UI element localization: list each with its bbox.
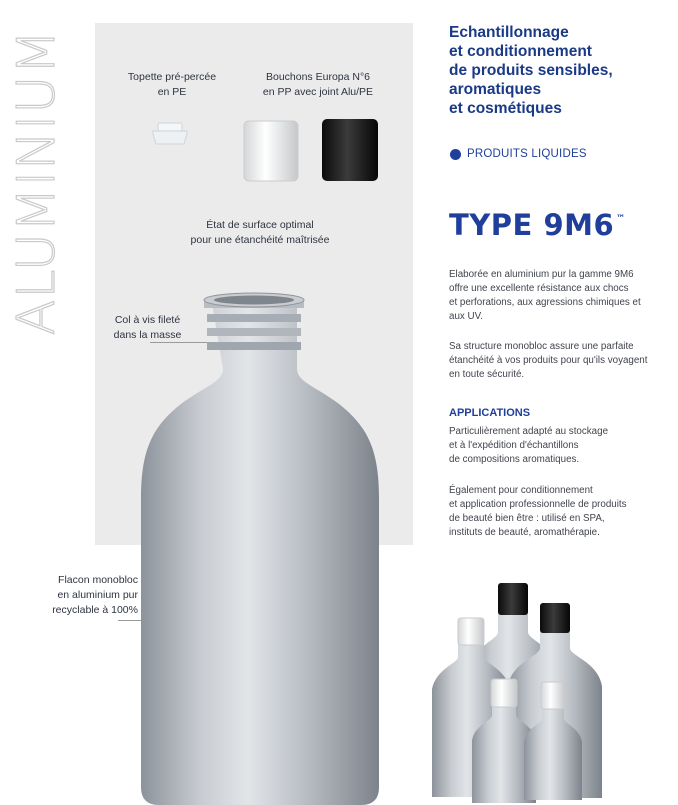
heading-line: de produits sensibles, bbox=[449, 62, 613, 79]
category-label bbox=[450, 146, 587, 162]
text-line: de compositions aromatiques. bbox=[449, 454, 580, 465]
text-line: Particulièrement adapté au stockage bbox=[449, 426, 609, 437]
main-aluminium-bottle-image bbox=[141, 293, 379, 805]
text-line: en toute sécurité. bbox=[449, 369, 525, 380]
caption-line: Col à vis fileté bbox=[114, 314, 181, 326]
heading-line: Echantillonnage bbox=[449, 24, 569, 41]
applications-heading: APPLICATIONS bbox=[449, 407, 531, 419]
caption-line: Topette pré-percée bbox=[127, 71, 217, 83]
caption-line: en PP avec joint Alu/PE bbox=[262, 86, 374, 98]
heading-line: et conditionnement bbox=[449, 43, 592, 60]
text-line: instituts de beauté, aromathérapie. bbox=[449, 527, 600, 538]
text-line: et perforations, aux agressions chimiques et bbox=[449, 297, 641, 308]
trademark-sign: ™ bbox=[616, 214, 626, 224]
bullet-dot-icon bbox=[450, 149, 461, 160]
text-line: offre une excellente résistance aux chocs bbox=[449, 283, 629, 294]
heading-line: et cosmétiques bbox=[449, 100, 562, 117]
text-line: Elaborée en aluminium pur la gamme 9M6 bbox=[449, 269, 634, 280]
main-heading bbox=[449, 23, 674, 118]
text-line: de beauté bien être : utilisé en SPA, bbox=[449, 513, 605, 524]
text-line: et application professionnelle de produits bbox=[449, 499, 627, 510]
bottle-family-image bbox=[432, 583, 602, 803]
product-type-title bbox=[449, 208, 626, 242]
white-cap-image bbox=[244, 121, 298, 181]
text-line: Également pour conditionnement bbox=[449, 485, 593, 496]
description-paragraph-2 bbox=[449, 340, 674, 382]
caption-line: en PE bbox=[157, 86, 187, 98]
caption-line: en aluminium pur bbox=[57, 589, 138, 601]
text-line: aux UV. bbox=[449, 311, 483, 322]
applications-paragraph-2 bbox=[449, 484, 674, 540]
caption-line: dans la masse bbox=[113, 329, 182, 341]
description-paragraph-1 bbox=[449, 268, 674, 324]
caption-line: Bouchons Europa N°6 bbox=[265, 71, 370, 83]
black-cap-image bbox=[322, 119, 378, 181]
caption-line: État de surface optimal bbox=[206, 219, 314, 231]
side-title-text: ALUMINIUM bbox=[7, 28, 67, 336]
caption-line: pour une étanchéité maîtrisée bbox=[190, 234, 330, 246]
caption-line: Flacon monobloc bbox=[58, 574, 138, 586]
caption-line: recyclable à 100% bbox=[52, 604, 138, 616]
text-line: étanchéité à vos produits pour qu'ils voyagent bbox=[449, 355, 648, 366]
dropper-insert-image bbox=[153, 123, 187, 144]
category-text: PRODUITS LIQUIDES bbox=[467, 148, 587, 160]
product-name: TYPE 9M6 bbox=[449, 208, 615, 242]
text-line: et à l'expédition d'échantillons bbox=[449, 440, 579, 451]
text-line: Sa structure monobloc assure une parfaite bbox=[449, 341, 634, 352]
heading-line: aromatiques bbox=[449, 81, 542, 98]
applications-paragraph-1 bbox=[449, 425, 674, 467]
